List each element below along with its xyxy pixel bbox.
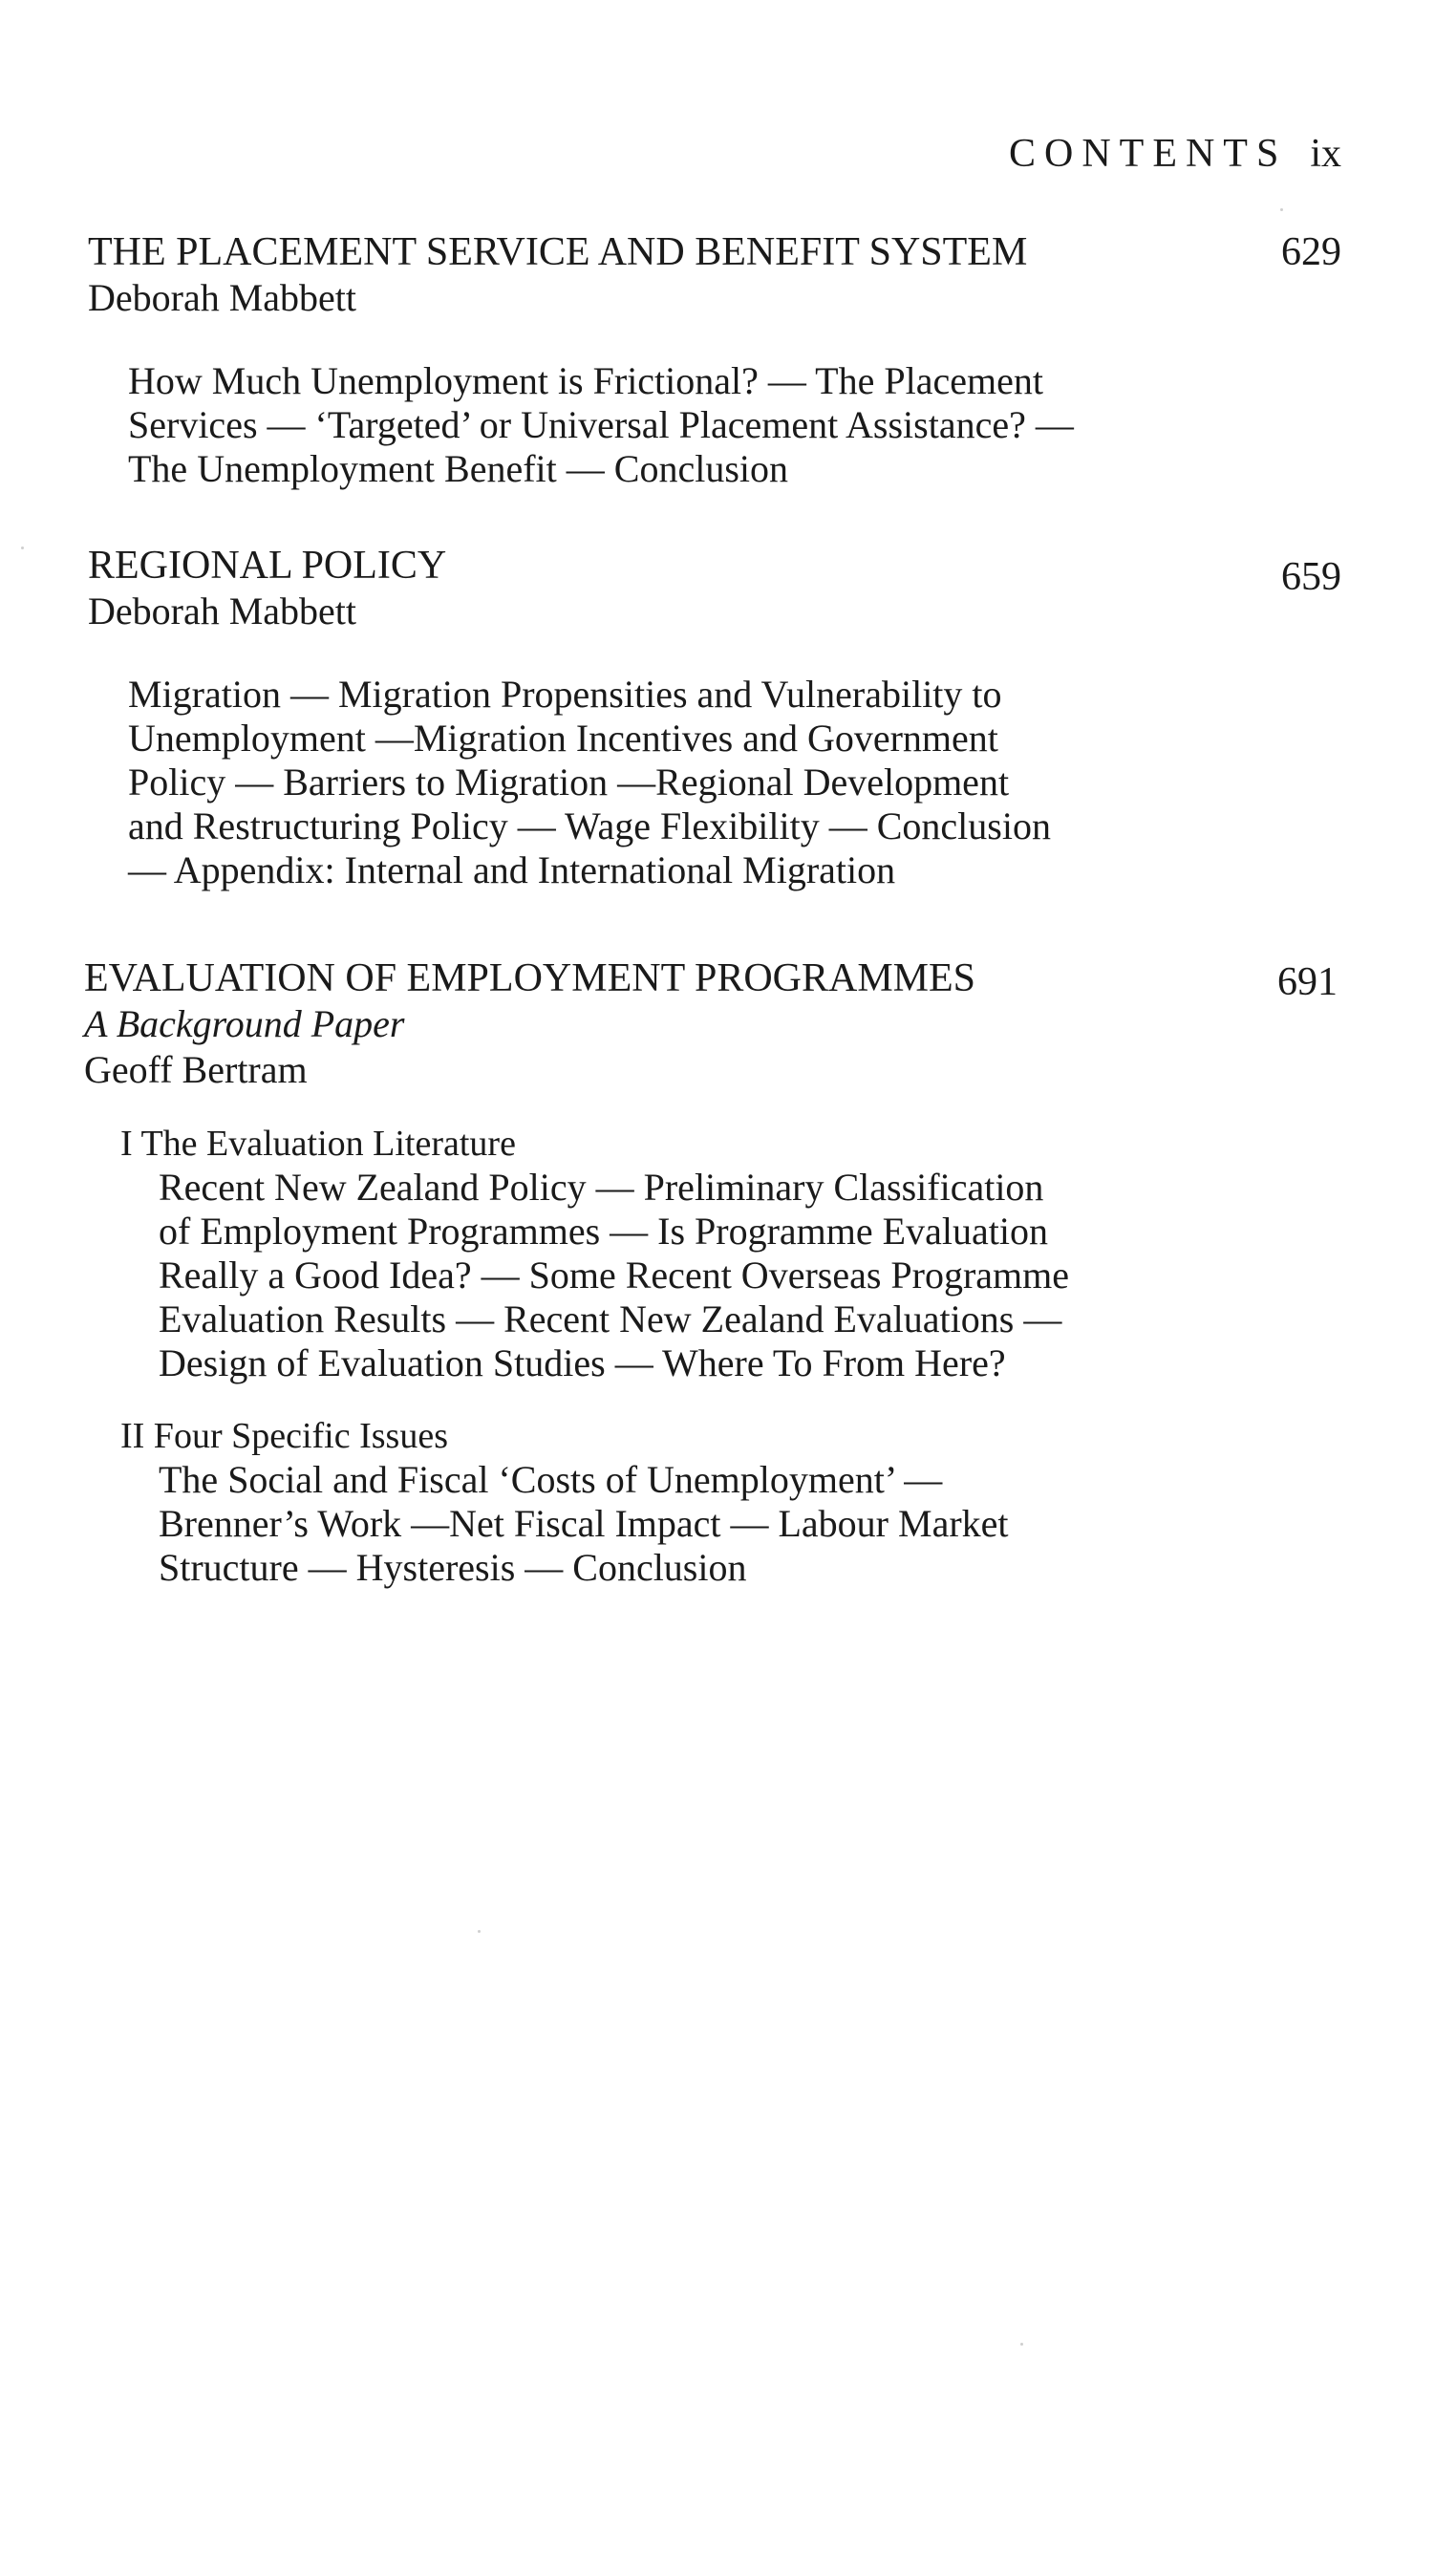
toc-part-two (120, 1414, 1338, 1590)
toc-part-heading: II Four Specific Issues (120, 1416, 448, 1456)
toc-part-summary: The Social and Fiscal ‘Costs of Unemployment’ — Brenner’s Work —Net Fiscal Impact — Labour Market Structure — Hysteresis — Conclusion (159, 1458, 1009, 1589)
toc-entry-author: Deborah Mabbett (88, 276, 357, 319)
scan-speck (478, 1930, 481, 1933)
toc-entry-author: Geoff Bertram (84, 1048, 308, 1091)
toc-entry-title: THE PLACEMENT SERVICE AND BENEFIT SYSTEM (88, 230, 1028, 274)
toc-entry-author: Deborah Mabbett (88, 590, 357, 633)
toc-entry-page: 659 (1281, 555, 1341, 599)
toc-entry-title: REGIONAL POLICY (88, 544, 447, 588)
toc-entry-page: 691 (1277, 960, 1338, 1004)
toc-part-heading: I The Evaluation Literature (120, 1124, 516, 1164)
toc-entry-placement-service (88, 229, 1341, 491)
toc-entry-subtitle: A Background Paper (84, 1002, 405, 1045)
page-number: ix (1310, 132, 1341, 176)
running-head-title: CONTENTS (1008, 132, 1288, 176)
scan-speck (1280, 208, 1283, 211)
scan-speck (1020, 2343, 1023, 2346)
toc-entry-heading (88, 543, 1341, 599)
scan-speck (21, 547, 24, 549)
toc-part-one (120, 1122, 1338, 1385)
toc-entry-summary: How Much Unemployment is Frictional? — The Placement Services — ‘Targeted’ or Universal Placement Assistance? — The Unemployment Benefit — Conclusion (128, 359, 1074, 490)
toc-entry-summary: Migration — Migration Propensities and Vulnerability to Unemployment —Migration Incentives and Government Policy — Barriers to Migration —Regional Development and Restructuring Policy — Wage Flexibility — Conclusion — Appendix: Internal and International Migration (128, 673, 1051, 891)
toc-entry-title: EVALUATION OF EMPLOYMENT PROGRAMMES (84, 956, 976, 1000)
toc-entry-heading (88, 229, 1341, 275)
toc-part-summary: Recent New Zealand Policy — Preliminary Classification of Employment Programmes — Is Programme Evaluation Really a Good Idea? — Some Recent Overseas Programme Evaluation Results — Recent New Zealand Evaluations — Design of Evaluation Studies — Where To From Here? (159, 1166, 1070, 1384)
toc-entry-evaluation (84, 955, 1338, 1590)
toc-entry-regional-policy (88, 543, 1341, 892)
toc-entry-page: 629 (1281, 230, 1341, 274)
running-head (1009, 134, 1341, 174)
toc-entry-heading (84, 955, 1338, 1004)
